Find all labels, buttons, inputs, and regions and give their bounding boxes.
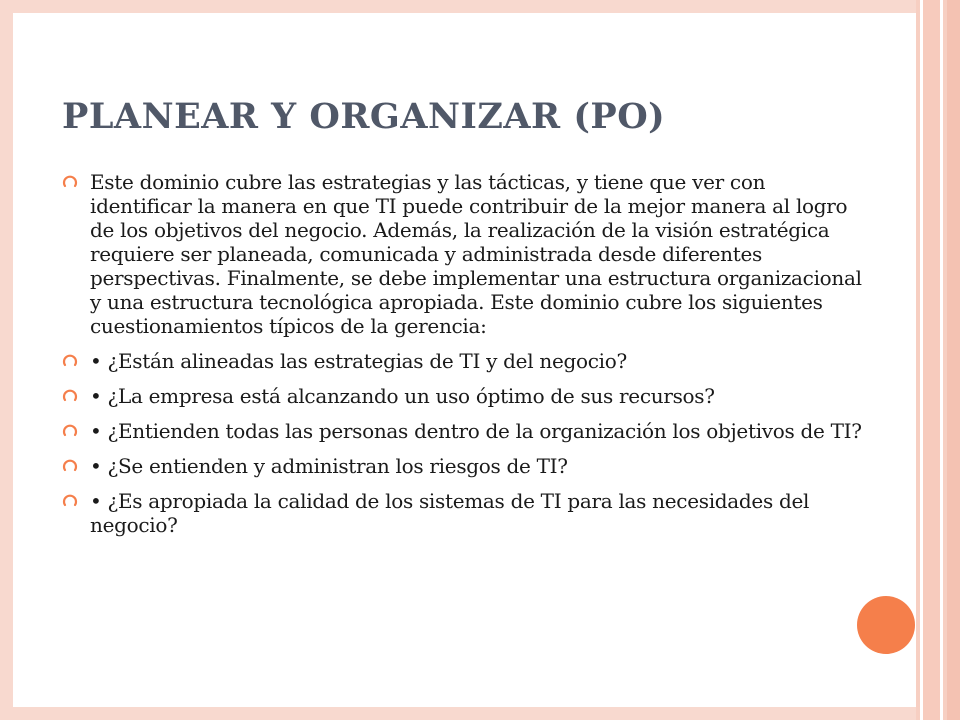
bullet-icon	[62, 458, 78, 474]
bullet-text: Este dominio cubre las estrategias y las tácticas, y tiene que ver con identificar la manera en que TI puede contribuir de la mejor manera al logro de los objetivos del negocio. Además, la realización de la visión estratégica requiere ser planeada, comunicada y administrada desde diferentes perspectivas. Finalmente, se debe implementar una estructura organizacional y una estructura tecnológica apropiada. Este dominio cubre los siguientes cuestionamientos típicos de la gerencia:	[90, 170, 862, 338]
bullet-icon	[62, 174, 78, 190]
bullet-text: • ¿Están alineadas las estrategias de TI y del negocio?	[90, 349, 627, 373]
bullet-item	[62, 489, 862, 537]
bullet-item	[62, 454, 862, 478]
bullet-icon	[62, 353, 78, 369]
bullet-text: • ¿Entienden todas las personas dentro de la organización los objetivos de TI?	[90, 419, 862, 443]
bullet-list	[62, 170, 862, 548]
bullet-icon	[62, 388, 78, 404]
bullet-icon	[62, 493, 78, 509]
bullet-item	[62, 170, 862, 338]
bullet-text: • ¿La empresa está alcanzando un uso óptimo de sus recursos?	[90, 384, 715, 408]
frame-bottom-border	[0, 707, 916, 720]
decorative-circle	[857, 596, 915, 654]
bullet-item	[62, 384, 862, 408]
frame-left-border	[0, 0, 13, 720]
bullet-item	[62, 419, 862, 443]
bullet-item	[62, 349, 862, 373]
bullet-text: • ¿Se entienden y administran los riesgos de TI?	[90, 454, 568, 478]
slide-title: PLANEAR Y ORGANIZAR (PO)	[62, 96, 666, 137]
bullet-text: • ¿Es apropiada la calidad de los sistemas de TI para las necesidades del negocio?	[90, 489, 810, 537]
right-decorative-stripes	[916, 0, 960, 720]
bullet-icon	[62, 423, 78, 439]
frame-top-border	[0, 0, 916, 13]
